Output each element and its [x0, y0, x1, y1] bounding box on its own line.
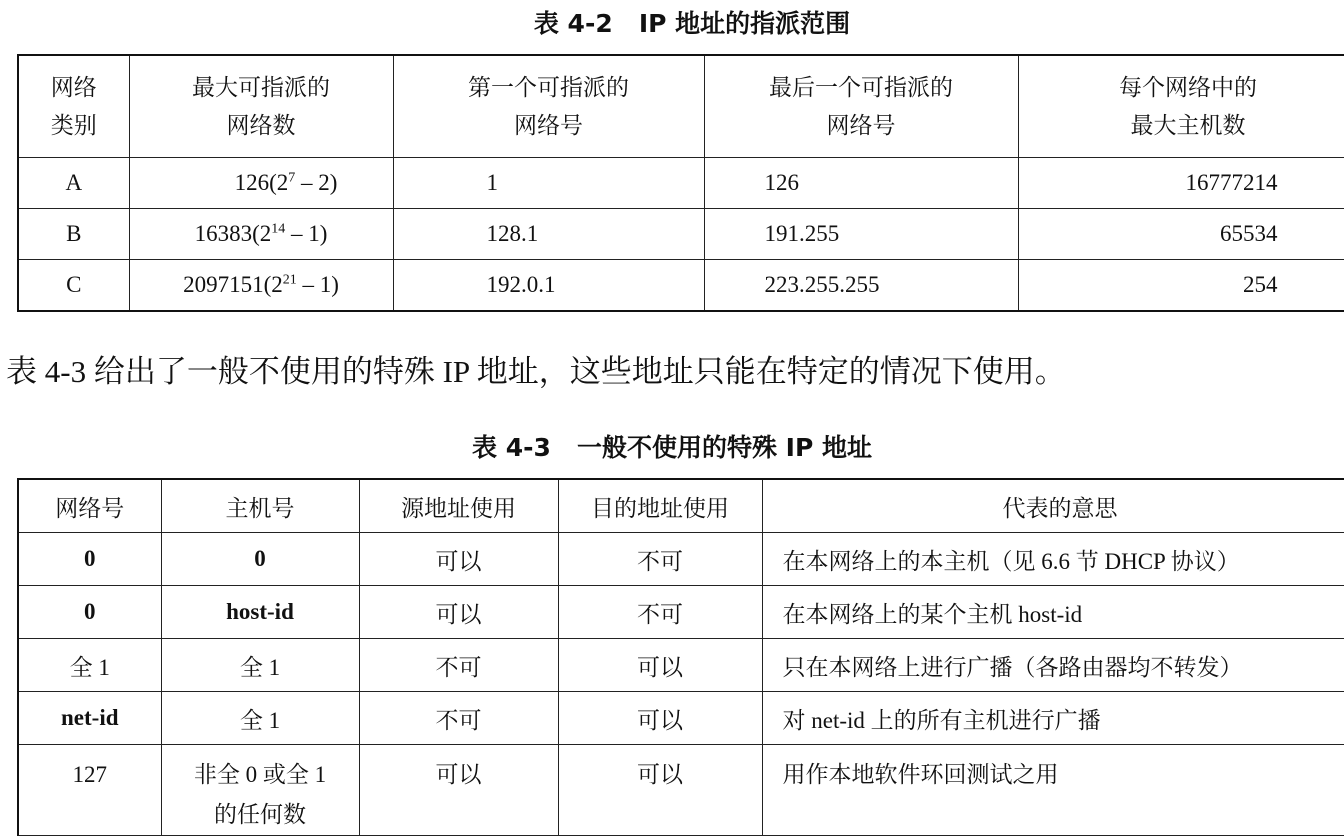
header-source-use: 源地址使用	[359, 479, 558, 533]
header-meaning: 代表的意思	[762, 479, 1344, 533]
max-networks: $2097151(2^{21} - 1)$	[129, 260, 393, 312]
table-row	[18, 586, 1344, 639]
last-network: 223.255.255	[704, 260, 1018, 312]
table-row	[18, 692, 1344, 745]
meaning: 在本网络上的某个主机 host-id	[762, 586, 1344, 639]
last-network: 191.255	[704, 209, 1018, 260]
meaning: 只在本网络上进行广播（各路由器均不转发）	[762, 639, 1344, 692]
meaning: 在本网络上的本主机（见 6.6 节 DHCP 协议）	[762, 533, 1344, 586]
table-4-2-caption: 表 4-2 IP 地址的指派范围	[533, 9, 851, 38]
table-row	[18, 639, 1344, 692]
network-number: net-id	[18, 692, 161, 745]
first-network: 128.1	[393, 209, 704, 260]
destination-use: 不可	[558, 533, 762, 586]
meaning: 对 net-id 上的所有主机进行广播	[762, 692, 1344, 745]
host-number: 全 1	[161, 639, 359, 692]
first-network: 1	[393, 158, 704, 209]
source-use: 不可	[359, 692, 558, 745]
destination-use: 可以	[558, 745, 762, 836]
network-number: 0	[18, 586, 161, 639]
network-class: C	[18, 260, 129, 312]
table-4-2	[17, 54, 1344, 312]
header-host-number: 主机号	[161, 479, 359, 533]
header-last-network: 最后一个可指派的 网络号	[704, 55, 1018, 158]
network-number: 127	[18, 745, 161, 836]
network-class: A	[18, 158, 129, 209]
header-max-hosts: 每个网络中的 最大主机数	[1018, 55, 1344, 158]
header-destination-use: 目的地址使用	[558, 479, 762, 533]
max-hosts: 16777214	[1018, 158, 1344, 209]
first-network: 192.0.1	[393, 260, 704, 312]
table-4-3-caption: 表 4-3 一般不使用的特殊 IP 地址	[471, 433, 872, 462]
header-network-number: 网络号	[18, 479, 161, 533]
host-number: 0	[161, 533, 359, 586]
meaning: 用作本地软件环回测试之用	[762, 745, 1344, 836]
destination-use: 可以	[558, 692, 762, 745]
network-number: 全 1	[18, 639, 161, 692]
table-header-row	[18, 479, 1344, 533]
table-row	[18, 158, 1344, 209]
max-hosts: 65534	[1018, 209, 1344, 260]
table-row	[18, 209, 1344, 260]
table-row	[18, 260, 1344, 312]
table-header-row	[18, 55, 1344, 158]
destination-use: 不可	[558, 586, 762, 639]
table-4-3	[17, 478, 1344, 836]
table-row	[18, 533, 1344, 586]
header-network-class: 网络 类别	[18, 55, 129, 158]
header-first-network: 第一个可指派的 网络号	[393, 55, 704, 158]
max-hosts: 254	[1018, 260, 1344, 312]
source-use: 可以	[359, 586, 558, 639]
max-networks: $126(2^7 - 2)$	[129, 158, 393, 209]
source-use: 可以	[359, 745, 558, 836]
table-row	[18, 745, 1344, 836]
destination-use: 可以	[558, 639, 762, 692]
source-use: 可以	[359, 533, 558, 586]
body-paragraph: 表 4-3 给出了一般不使用的特殊 IP 地址，这些地址只能在特定的情况下使用。	[6, 354, 1066, 389]
header-max-networks: 最大可指派的 网络数	[129, 55, 393, 158]
host-number: 非全 0 或全 1 的任何数	[161, 745, 359, 836]
network-number: 0	[18, 533, 161, 586]
last-network: 126	[704, 158, 1018, 209]
host-number: host-id	[161, 586, 359, 639]
network-class: B	[18, 209, 129, 260]
source-use: 不可	[359, 639, 558, 692]
max-networks: $16383(2^{14} - 1)$	[129, 209, 393, 260]
host-number: 全 1	[161, 692, 359, 745]
